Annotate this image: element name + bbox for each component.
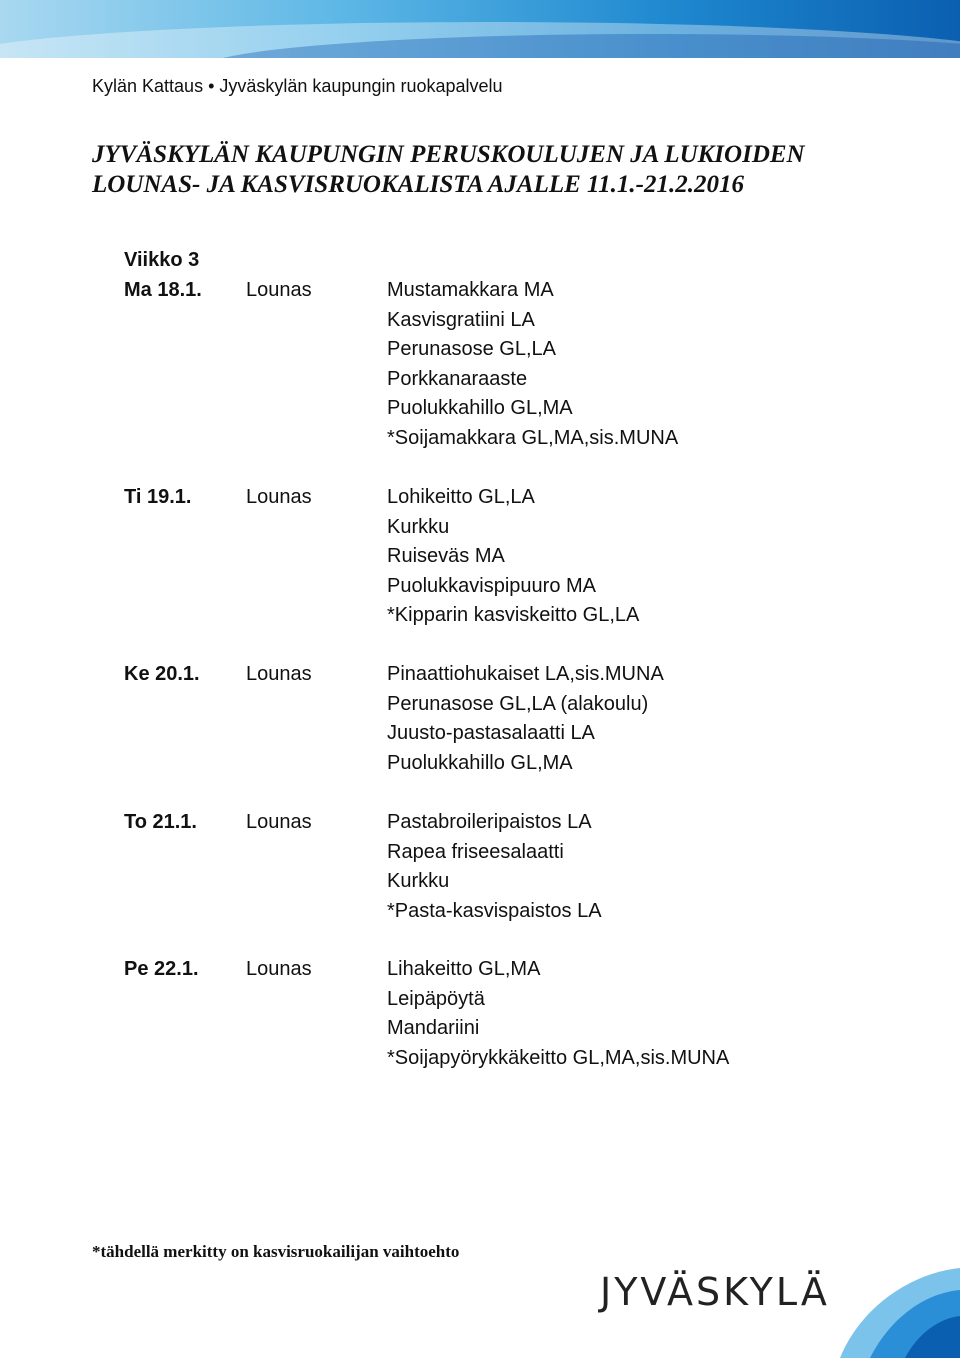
top-banner [0, 0, 960, 58]
menu-items [387, 955, 729, 1073]
menu-items [387, 660, 664, 778]
menu-item: Perunasose GL,LA [387, 338, 556, 360]
day-name: Ma 18.1. [124, 279, 202, 301]
menu-item: Ruiseväs MA [387, 545, 505, 567]
meal-label: Lounas [246, 958, 312, 980]
menu-item: Juusto-pastasalaatti LA [387, 722, 595, 744]
menu-item: Puolukkavispipuuro MA [387, 574, 596, 597]
day-name: Pe 22.1. [124, 958, 199, 980]
day-name: To 21.1. [124, 811, 197, 833]
menu-item: *Soijamakkara GL,MA,sis.MUNA [387, 426, 679, 449]
menu-item: Lohikeitto GL,LA [387, 486, 535, 508]
menu-items [387, 276, 678, 453]
menu-item: *Soijapyörykkäkeitto GL,MA,sis.MUNA [387, 1046, 730, 1069]
jyvaskyla-logo: JYVÄSKYLÄ [600, 1270, 830, 1314]
menu-items [387, 808, 602, 926]
meal-label: Lounas [246, 279, 312, 301]
menu-items [387, 483, 639, 631]
menu-item: Lihakeitto GL,MA [387, 958, 541, 980]
menu-item: *Pasta-kasvispaistos LA [387, 899, 602, 922]
day-name: Ke 20.1. [124, 663, 200, 685]
meal-label: Lounas [246, 663, 312, 685]
menu-item: Rapea friseesalaatti [387, 840, 564, 863]
menu-item: Puolukkahillo GL,MA [387, 397, 573, 419]
meal-label: Lounas [246, 486, 312, 508]
menu-item: Pinaattiohukaiset LA,sis.MUNA [387, 663, 664, 685]
menu-item: Kurkku [387, 515, 450, 538]
corner-wave-svg [800, 1248, 960, 1358]
meal-label: Lounas [246, 811, 312, 833]
title-line-1: JYVÄSKYLÄN KAUPUNGIN PERUSKOULUJEN JA LUKIOIDEN [92, 141, 805, 168]
menu-item: Mandariini [387, 1017, 480, 1039]
corner-wave-graphic [800, 1248, 960, 1358]
footnote: *tähdellä merkitty on kasvisruokailijan vaihtoehto [92, 1242, 460, 1261]
week-label: Viikko 3 [124, 249, 200, 271]
day-name: Ti 19.1. [124, 486, 192, 508]
title-line-2: LOUNAS- JA KASVISRUOKALISTA AJALLE 11.1.-21.2.2016 [92, 171, 745, 198]
menu-item: Kurkku [387, 870, 450, 892]
menu-item: Pastabroileripaistos LA [387, 811, 592, 833]
menu-item: Kasvisgratiini LA [387, 308, 535, 331]
document-title [92, 140, 892, 200]
menu-item: Leipäpöytä [387, 987, 485, 1010]
menu-item: Puolukkahillo GL,MA [387, 751, 573, 774]
menu-item: Porkkanaraaste [387, 367, 528, 390]
menu-item: Perunasose GL,LA (alakoulu) [387, 692, 649, 715]
menu-item: Mustamakkara MA [387, 279, 554, 301]
brand-line: Kylän Kattaus • Jyväskylän kaupungin ruokapalvelu [92, 76, 503, 96]
menu-item: *Kipparin kasviskeitto GL,LA [387, 604, 640, 626]
